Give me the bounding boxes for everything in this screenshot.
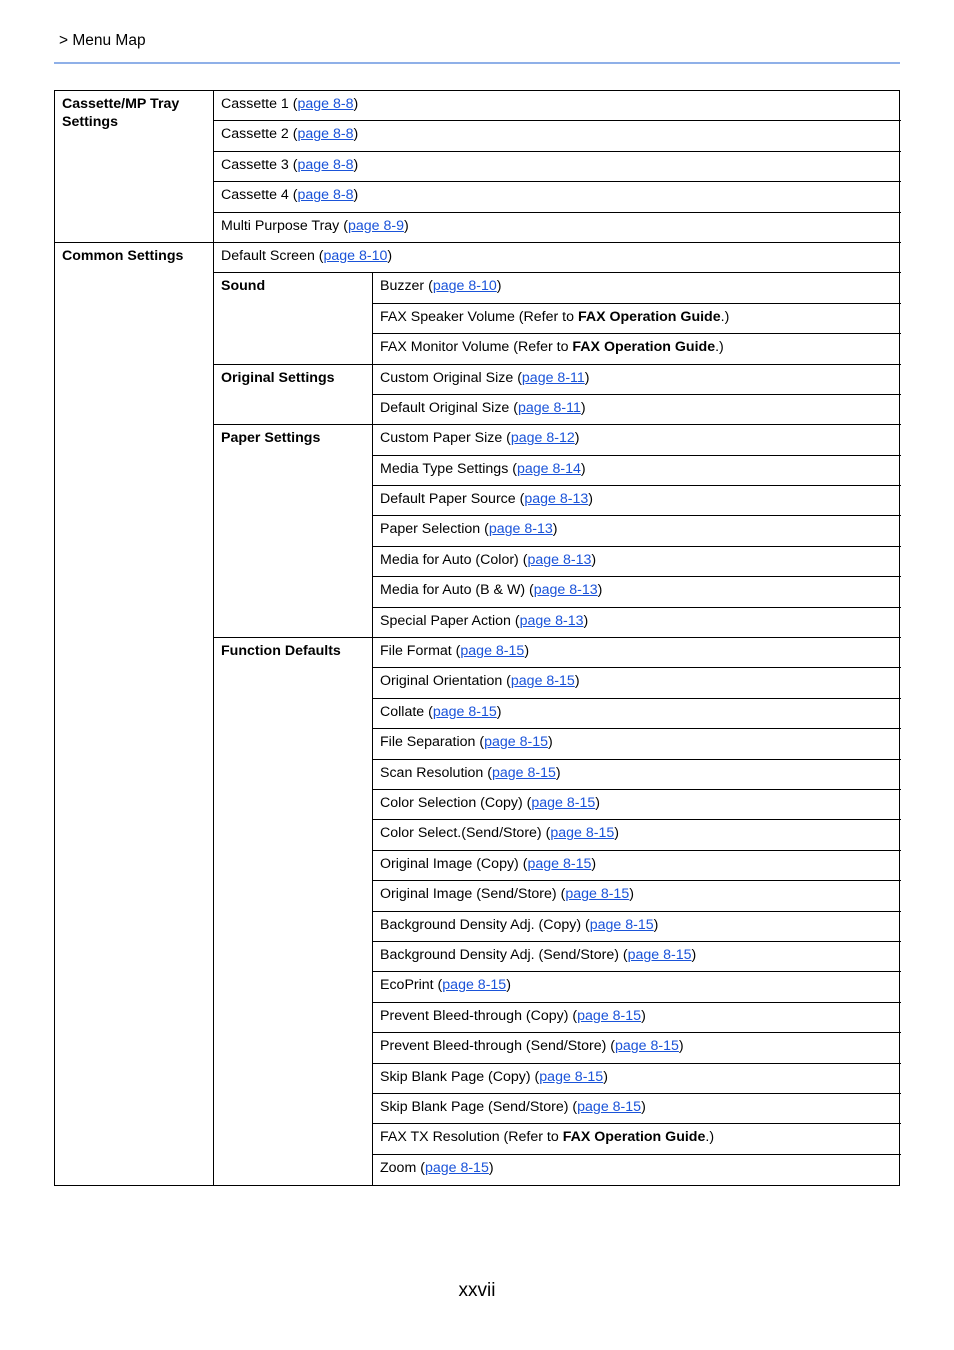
page-reference-link[interactable]: page 8-15 [615,1038,679,1055]
menu-item-label: Cassette 1 ( [221,96,298,112]
page-reference-link[interactable]: page 8-13 [519,612,584,629]
menu-item [373,820,901,850]
menu-item [373,851,901,881]
menu-item-label: Original Orientation ( [380,673,511,690]
subcategory-cell: Function Defaults [214,638,373,1185]
menu-item-suffix: ) [653,916,659,933]
page-reference-link[interactable]: page 8-15 [527,855,592,872]
page-reference-link[interactable]: page 8-15 [432,703,497,720]
menu-item [214,152,901,182]
menu-item [214,182,901,212]
menu-item-label: Cassette 2 ( [221,126,298,143]
menu-item-suffix: ) [597,582,603,599]
menu-item [373,486,901,516]
menu-item-label: File Format ( [380,643,461,660]
menu-item-suffix: ) [353,156,359,173]
menu-item [373,395,901,425]
page-reference-link[interactable]: page 8-11 [518,399,581,416]
menu-item [373,1064,901,1094]
menu-item-label: Original Image (Copy) ( [380,855,528,872]
menu-item [373,638,901,668]
menu-item [373,1033,901,1063]
page-reference-link[interactable]: page 8-13 [488,521,553,538]
menu-item-suffix: ) [691,946,697,963]
menu-item [373,1155,901,1185]
menu-item [373,760,901,790]
menu-item-suffix: ) [641,1007,646,1024]
menu-item-label: Skip Blank Page (Copy) ( [380,1068,540,1085]
page-reference-link[interactable]: page 8-15 [539,1068,604,1085]
menu-item [373,273,901,303]
menu-item [373,1094,901,1124]
menu-item-suffix: ) [641,1098,646,1115]
page-reference-link[interactable]: page 8-15 [577,1007,642,1024]
menu-item-label: Zoom ( [380,1159,425,1176]
menu-item-label: Collate ( [380,703,433,720]
category-cell: Common Settings [55,243,214,1185]
page-reference-link[interactable]: page 8-13 [524,491,589,508]
menu-item [373,790,901,820]
menu-item-label: Color Select.(Send/Store) ( [380,825,551,842]
menu-item-suffix: ) [584,369,590,386]
menu-item [214,243,901,273]
menu-item [373,668,901,698]
page-reference-link[interactable]: page 8-15 [424,1159,489,1176]
menu-item-suffix: ) [580,399,586,416]
menu-item-suffix: ) [403,217,409,234]
menu-item-suffix: ) [552,521,558,538]
menu-item-label: Default Paper Source ( [380,491,525,508]
menu-item-label: Media for Auto (Color) ( [380,551,528,568]
menu-item-label: Paper Selection ( [380,521,489,538]
menu-item-label: Multi Purpose Tray ( [221,217,348,234]
menu-item [373,516,901,546]
category-cell: Cassette/MP Tray Settings [55,91,214,243]
menu-item-label: Custom Paper Size ( [380,430,511,447]
menu-item-suffix: ) [555,764,561,781]
menu-item-suffix: ) [488,1159,494,1176]
page-reference-link[interactable]: page 8-15 [531,794,596,811]
menu-item [373,1003,901,1033]
menu-item [373,304,901,334]
menu-item-label: Default Screen ( [221,247,324,264]
menu-item [373,942,901,972]
menu-item-label: Skip Blank Page (Send/Store) ( [380,1098,578,1115]
menu-item-suffix: ) [591,855,597,872]
guide-reference: FAX Operation Guide [562,1129,706,1146]
menu-item-suffix: ) [496,278,502,295]
menu-item-suffix: ) [678,1038,684,1055]
page-reference-link[interactable]: page 8-13 [533,582,598,599]
menu-item-suffix: ) [603,1068,608,1085]
page-reference-link[interactable]: page 8-15 [550,825,615,842]
menu-item-label: Default Original Size ( [380,399,518,416]
menu-item-label: Background Density Adj. (Send/Store) ( [380,946,628,963]
page-reference-link[interactable]: page 8-15 [565,886,630,903]
page-reference-link[interactable]: page 8-8 [297,96,354,112]
page-reference-link[interactable]: page 8-8 [297,187,354,204]
menu-item-label: Custom Original Size ( [380,369,522,386]
menu-item [373,425,901,455]
menu-item-suffix: ) [353,96,359,112]
menu-item [373,608,901,638]
page-reference-link[interactable]: page 8-10 [323,247,388,264]
menu-item-suffix: .) [705,1129,715,1146]
page-reference-link[interactable]: page 8-9 [347,217,404,234]
header-divider [54,62,900,64]
menu-item-label: Color Selection (Copy) ( [380,794,532,811]
subcategory-cell: Paper Settings [214,425,373,638]
menu-item-suffix: ) [583,612,589,629]
menu-item-suffix: .) [715,339,724,356]
page-reference-link[interactable]: page 8-10 [432,278,497,295]
menu-item [373,972,901,1002]
menu-item-suffix: ) [574,673,580,690]
menu-item [373,881,901,911]
menu-item [373,334,901,364]
menu-item-suffix: ) [353,187,359,204]
menu-item-suffix: ) [580,460,586,477]
menu-item-label: FAX Speaker Volume (Refer to [380,308,578,325]
page-reference-link[interactable]: page 8-11 [521,369,585,386]
menu-item [373,456,901,486]
menu-item-suffix: ) [588,491,593,508]
page-reference-link[interactable]: page 8-12 [510,430,575,447]
menu-item [373,1124,901,1154]
page-reference-link[interactable]: page 8-15 [627,946,692,963]
page-reference-link[interactable]: page 8-15 [442,977,507,994]
menu-item [373,577,901,607]
page-reference-link[interactable]: page 8-15 [484,734,548,751]
menu-item-label: Prevent Bleed-through (Send/Store) ( [380,1038,616,1055]
menu-item-label: File Separation ( [380,734,485,751]
menu-item-suffix: ) [353,126,359,143]
menu-item-label: FAX TX Resolution (Refer to [380,1129,563,1146]
menu-item [214,213,901,243]
menu-item-label: EcoPrint ( [380,977,443,994]
breadcrumb: > Menu Map [59,32,146,49]
menu-item-suffix: ) [591,551,597,568]
menu-item-suffix: ) [524,643,530,660]
menu-item-suffix: .) [720,308,730,325]
menu-item-label: Special Paper Action ( [380,612,520,629]
menu-item [373,912,901,942]
page-reference-link[interactable]: page 8-8 [297,126,354,143]
menu-item-label: Cassette 3 ( [221,156,298,173]
menu-item-suffix: ) [574,430,580,447]
menu-item-label: FAX Monitor Volume (Refer to [380,339,573,356]
page-reference-link[interactable]: page 8-15 [491,764,556,781]
menu-item [214,91,901,121]
menu-item-label: Cassette 4 ( [221,187,298,204]
menu-item-suffix: ) [387,247,393,264]
menu-map-table [54,90,900,1186]
page-reference-link[interactable]: page 8-14 [516,460,581,477]
menu-item-label: Original Image (Send/Store) ( [380,886,566,903]
menu-item-label: Background Density Adj. (Copy) ( [380,916,590,933]
menu-item [373,547,901,577]
guide-reference: FAX Operation Guide [577,308,721,325]
page-reference-link[interactable]: page 8-8 [297,156,354,173]
menu-item [214,121,901,151]
page-reference-link[interactable]: page 8-15 [510,673,575,690]
page-reference-link[interactable]: page 8-13 [527,551,592,568]
menu-item-label: Prevent Bleed-through (Copy) ( [380,1007,578,1024]
menu-item [373,729,901,759]
subcategory-cell: Original Settings [214,365,373,426]
menu-item-label: Scan Resolution ( [380,764,492,781]
menu-item-suffix: ) [496,703,502,720]
page-reference-link[interactable]: page 8-15 [577,1098,642,1115]
subcategory-cell: Sound [214,273,373,364]
menu-item-label: Media for Auto (B & W) ( [380,582,534,599]
menu-item-suffix: ) [595,794,601,811]
menu-item-suffix: ) [614,825,619,842]
menu-item [373,699,901,729]
page-number: xxvii [458,1280,496,1301]
menu-item-label: Buzzer ( [380,278,433,295]
page-reference-link[interactable]: page 8-15 [460,643,525,660]
menu-item-suffix: ) [506,977,511,994]
menu-item-suffix: ) [629,886,634,903]
menu-item [373,365,901,395]
menu-item-label: Media Type Settings ( [380,460,517,477]
guide-reference: FAX Operation Guide [572,339,716,356]
page-reference-link[interactable]: page 8-15 [589,916,654,933]
menu-item-suffix: ) [548,734,553,751]
